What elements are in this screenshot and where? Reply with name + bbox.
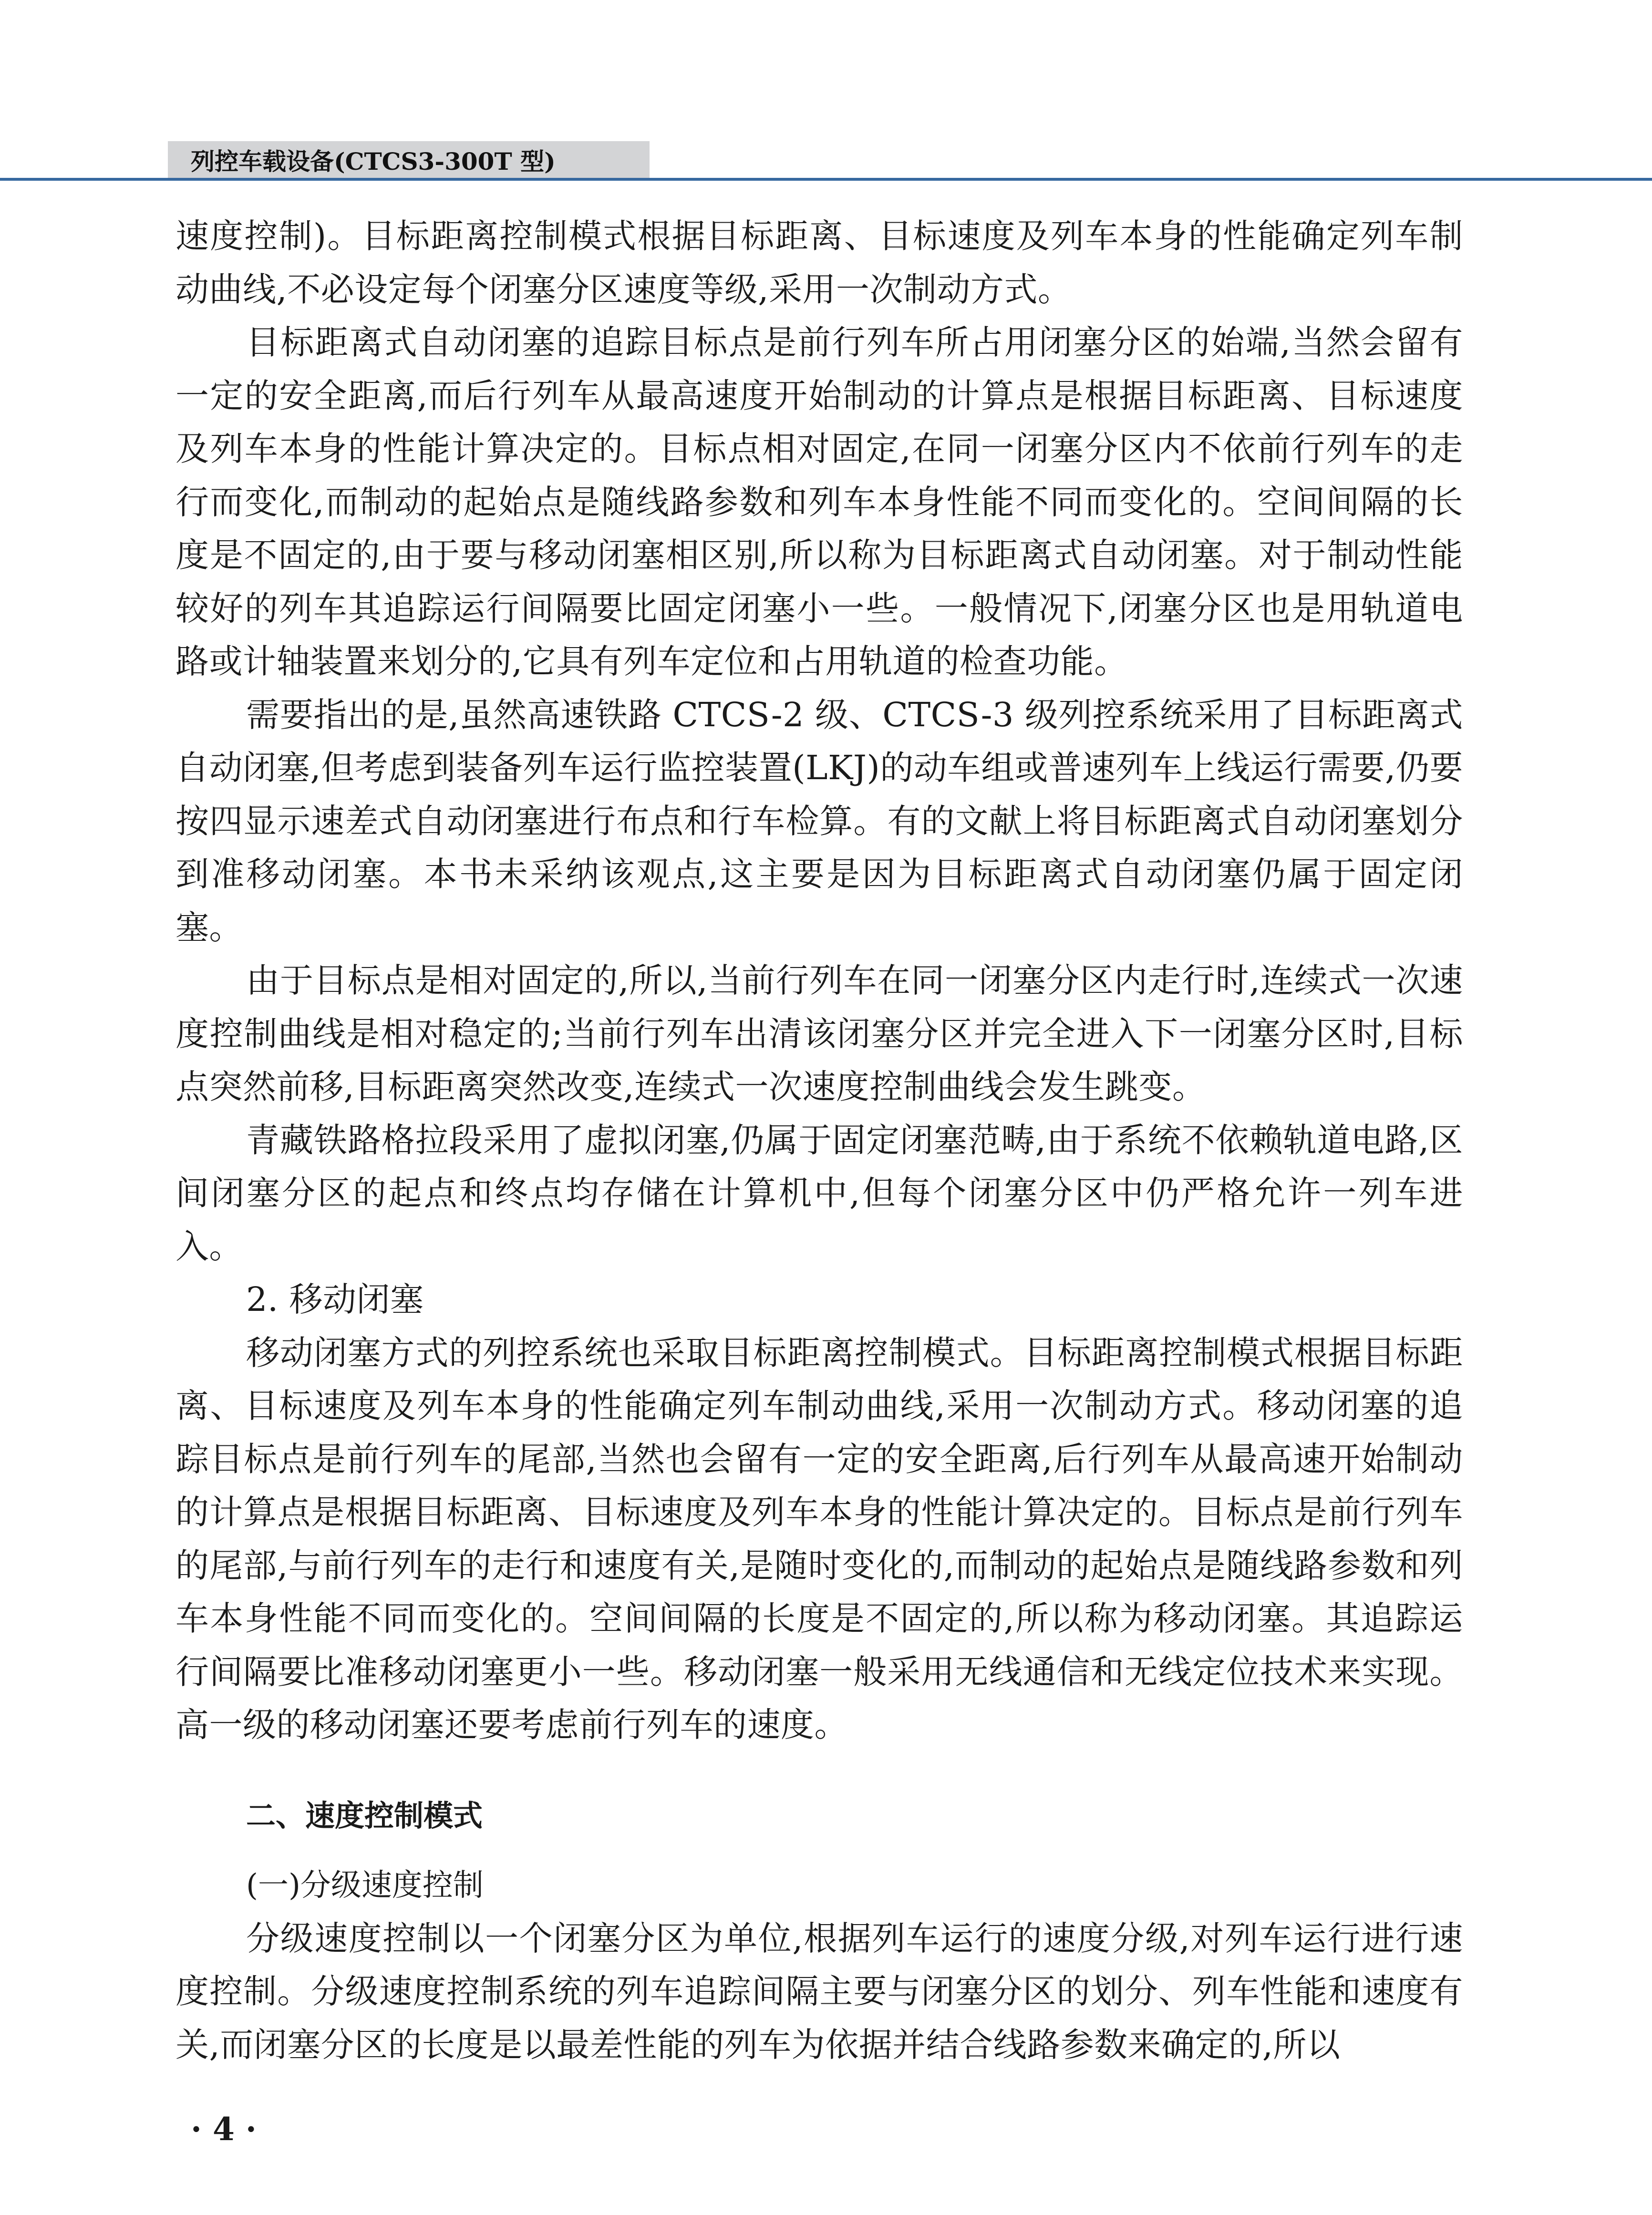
paragraph-5: 青藏铁路格拉段采用了虚拟闭塞,仍属于固定闭塞范畴,由于系统不依赖轨道电路,区间闭塞分区的起点和终点均存储在计算机中,但每个闭塞分区中仍严格允许一列车进入。	[176, 1120, 1463, 1266]
running-header-title: 列控车载设备(CTCS3-300T 型)	[191, 147, 556, 175]
subsection-heading: (一)分级速度控制	[246, 1867, 484, 1903]
page-body	[176, 210, 1463, 2071]
paragraph-1: 速度控制)。目标距离控制模式根据目标距离、目标速度及列车本身的性能确定列车制动曲线,不必设定每个闭塞分区速度等级,采用一次制动方式。	[176, 216, 1463, 309]
paragraph-8: 分级速度控制以一个闭塞分区为单位,根据列车运行的速度分级,对列车运行进行速度控制。分级速度控制系统的列车追踪间隔主要与闭塞分区的划分、列车性能和速度有关,而闭塞分区的长度是以最差性能的列车为依据并结合线路参数来确定的,所以	[176, 1918, 1463, 2064]
subheading-moving-block: 2. 移动闭塞	[246, 1280, 424, 1319]
section-heading: 二、速度控制模式	[246, 1798, 483, 1833]
paragraph-2: 目标距离式自动闭塞的追踪目标点是前行列车所占用闭塞分区的始端,当然会留有一定的安全距离,而后行列车从最高速度开始制动的计算点是根据目标距离、目标速度及列车本身的性能计算决定的。目标点相对固定,在同一闭塞分区内不依前行列车的走行而变化,而制动的起始点是随线路参数和列车本身性能不同而变化的。空间间隔的长度是不固定的,由于要与移动闭塞相区别,所以称为目标距离式自动闭塞。对于制动性能较好的列车其追踪运行间隔要比固定闭塞小一些。一般情况下,闭塞分区也是用轨道电路或计轴装置来划分的,它具有列车定位和占用轨道的检查功能。	[176, 323, 1463, 681]
paragraph-7: 移动闭塞方式的列控系统也采取目标距离控制模式。目标距离控制模式根据目标距离、目标速度及列车本身的性能确定列车制动曲线,采用一次制动方式。移动闭塞的追踪目标点是前行列车的尾部,当然也会留有一定的安全距离,后行列车从最高速开始制动的计算点是根据目标距离、目标速度及列车本身的性能计算决定的。目标点是前行列车的尾部,与前行列车的走行和速度有关,是随时变化的,而制动的起始点是随线路参数和列车本身性能不同而变化的。空间间隔的长度是不固定的,所以称为移动闭塞。其追踪运行间隔要比准移动闭塞更小一些。移动闭塞一般采用无线通信和无线定位技术来实现。高一级的移动闭塞还要考虑前行列车的速度。	[176, 1333, 1463, 1744]
paragraph-4: 由于目标点是相对固定的,所以,当前行列车在同一闭塞分区内走行时,连续式一次速度控制曲线是相对稳定的;当前行列车出清该闭塞分区并完全进入下一闭塞分区时,目标点突然前移,目标距离突然改变,连续式一次速度控制曲线会发生跳变。	[176, 961, 1463, 1106]
header-rule	[0, 178, 1652, 181]
page-number: · 4 ·	[191, 2111, 257, 2148]
paragraph-3: 需要指出的是,虽然高速铁路 CTCS-2 级、CTCS-3 级列控系统采用了目标距离式自动闭塞,但考虑到装备列车运行监控装置(LKJ)的动车组或普速列车上线运行需要,仍要按四显示速差式自动闭塞进行布点和行车检算。有的文献上将目标距离式自动闭塞划分到准移动闭塞。本书未采纳该观点,这主要是因为目标距离式自动闭塞仍属于固定闭塞。	[176, 695, 1463, 947]
